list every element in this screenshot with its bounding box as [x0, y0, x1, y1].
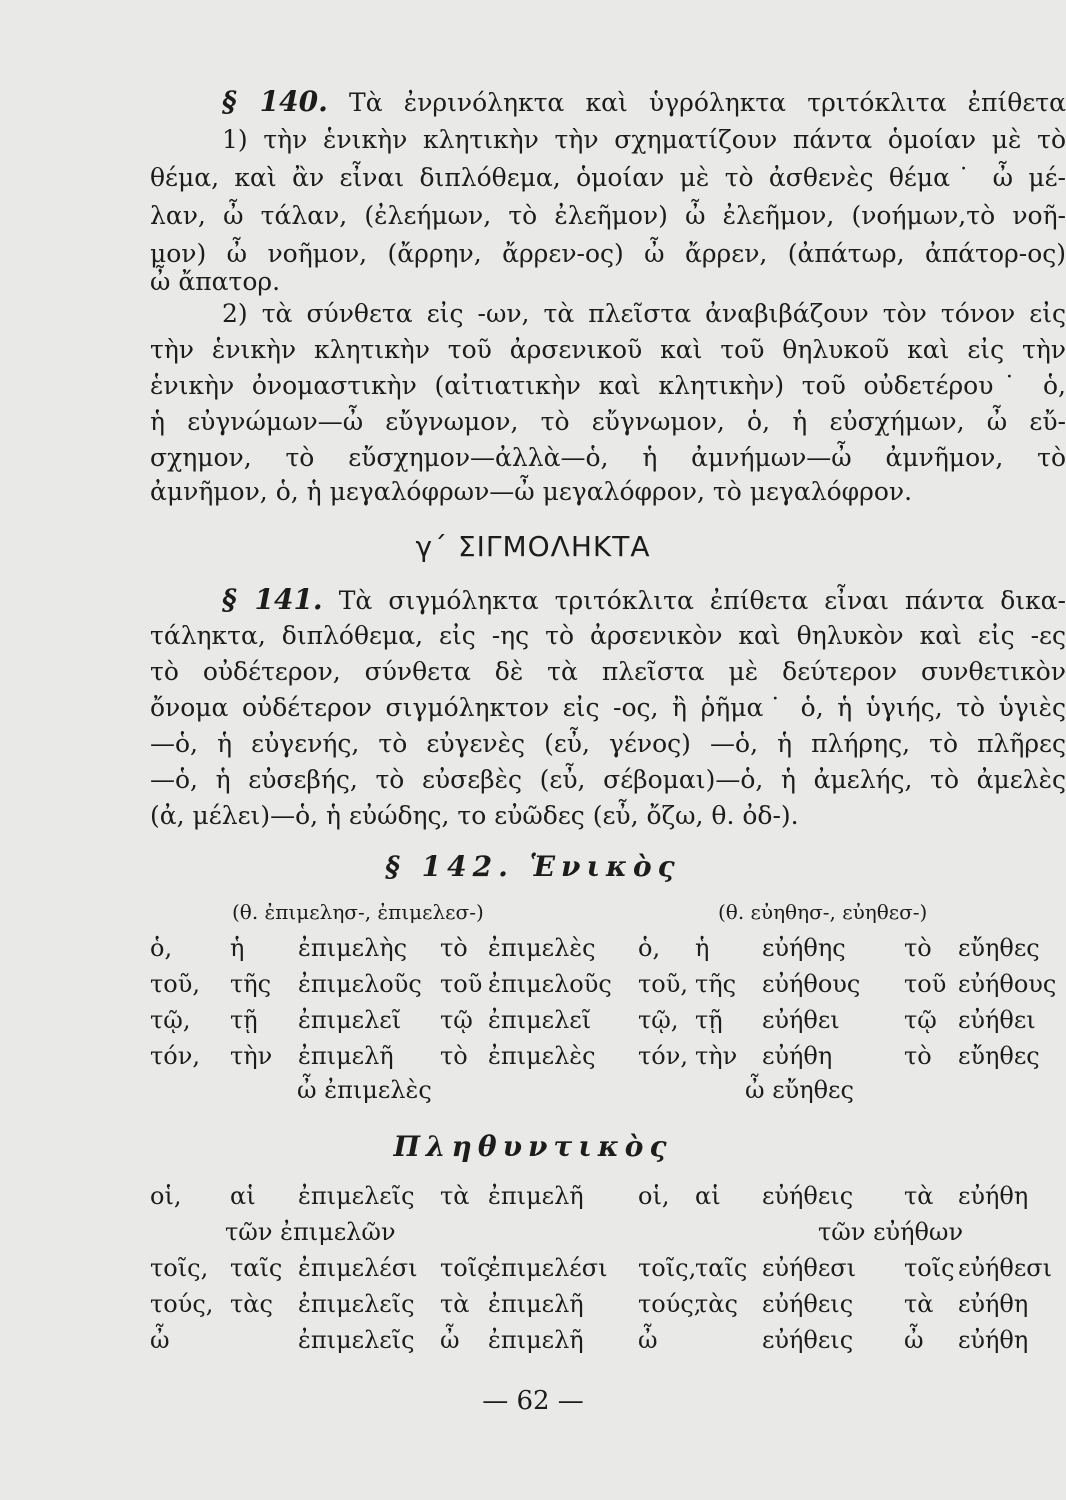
sec140-line-1 — [222, 84, 1066, 121]
table-cell: τὸ — [904, 934, 932, 962]
table-cell: εὔηθες — [958, 934, 1040, 962]
table-cell: τόν, — [150, 1042, 200, 1070]
sec140-line-7: 2) τὰ σύνθετα εἰς -ων, τὰ πλεῖστα ἀναβιβάζουν τὸν τόνον εἰς — [222, 299, 1066, 328]
table-row — [150, 1038, 1066, 1074]
table-cell: εὐήθει — [958, 1006, 1036, 1034]
vocative-right: ὦ εὔηθες — [745, 1076, 854, 1104]
table-cell: ταῖς — [695, 1254, 748, 1282]
table-cell: εὐήθεις — [762, 1182, 854, 1210]
table-cell: τοῦ, — [638, 970, 688, 998]
stem-left: (θ. ἐπιμελησ-, ἐπιμελεσ-) — [232, 900, 484, 924]
sec141-text: Τὰ σιγμόληκτα τριτόκλιτα ἐπίθετα εἶναι πάντα δικα- — [338, 586, 1066, 615]
sec140-line-10: ἡ εὐγνώμων—ὦ εὔγνωμον, τὸ εὔγνωμον, ὁ, ἡ εὐσχήμων, ὦ εὔ- — [150, 407, 1066, 436]
table-cell: τῶν εὐήθων — [818, 1218, 964, 1246]
table-cell: ταῖς — [230, 1254, 283, 1282]
table-cell: ἐπιμελοῦς — [298, 970, 422, 998]
table-cell: εὐήθη — [762, 1042, 833, 1070]
table-cell: τούς, — [638, 1290, 702, 1318]
sec142-number: § 142. — [385, 850, 514, 883]
table-cell: τῷ, — [638, 1006, 679, 1034]
sec140-line-3: θέμα, καὶ ἂν εἶναι διπλόθεμα, ὁμοίαν μὲ τὸ ἀσθενὲς θέμα˙ ὦ μέ- — [150, 163, 1066, 192]
table-cell: τὰ — [904, 1290, 934, 1318]
table-cell: τῆς — [230, 970, 272, 998]
table-cell: τούς, — [150, 1290, 214, 1318]
singular-title: Ἑνικὸς — [529, 850, 681, 883]
table-row — [150, 1322, 1066, 1358]
table-row — [150, 1286, 1066, 1322]
table-cell: εὔηθες — [958, 1042, 1040, 1070]
table-cell: τοῖς, — [150, 1254, 209, 1282]
sec141-line-2: τάληκτα, διπλόθεμα, εἰς -ης τὸ ἀρσενικὸν καὶ θηλυκὸν καὶ εἰς -ες — [150, 621, 1066, 650]
table-row — [150, 1214, 1066, 1250]
table-cell: εὐήθης — [762, 934, 846, 962]
sec141-line-7: (ἀ, μέλει)—ὁ, ἡ εὐώδης, το εὐῶδες (εὖ, ὄζω, θ. ὀδ-). — [150, 801, 799, 830]
table-cell: ἐπιμελεῖς — [298, 1182, 415, 1210]
table-cell: ἐπιμελῆ — [298, 1042, 394, 1070]
table-cell: τῷ, — [150, 1006, 191, 1034]
table-cell: τοῖς — [904, 1254, 955, 1282]
table-cell: ἐπιμελὴς — [298, 934, 408, 962]
table-cell: τὰ — [440, 1290, 470, 1318]
table-cell: τὴν — [230, 1042, 273, 1070]
table-cell: εὐήθη — [958, 1326, 1029, 1354]
singular-vocative-row — [0, 1072, 1066, 1108]
table-cell: ἐπιμελέσι — [298, 1254, 418, 1282]
sec140-line-12: ἀμνῆμον, ὁ, ἡ μεγαλόφρων—ὦ μεγαλόφρον, τὸ μεγαλόφρον. — [150, 477, 913, 506]
table-cell: τὸ — [440, 1042, 468, 1070]
table-cell: ἐπιμελὲς — [488, 934, 596, 962]
table-cell: εὐήθεσι — [762, 1254, 857, 1282]
table-cell: εὐήθεις — [762, 1290, 854, 1318]
sec140-text: Τὰ ἐνρινόληκτα καὶ ὑγρόληκτα τριτόκλιτα ἐπίθετα — [349, 88, 1066, 117]
table-cell: ἡ — [230, 934, 245, 962]
sec140-line-2: 1) τὴν ἑνικὴν κλητικὴν τὴν σχηματίζουν πάντα ὁμοίαν μὲ τὸ — [222, 125, 1066, 154]
table-cell: εὐήθους — [958, 970, 1057, 998]
table-row — [150, 1002, 1066, 1038]
table-cell: ἐπιμελεῖς — [298, 1290, 415, 1318]
table-cell: τῷ — [904, 1006, 937, 1034]
sec141-number: § 141. — [222, 583, 323, 616]
table-cell: ἡ — [695, 934, 710, 962]
sec140-number: § 140. — [222, 85, 328, 118]
table-cell: τὰ — [904, 1182, 934, 1210]
table-cell: οἱ, — [150, 1182, 182, 1210]
table-cell: εὐήθη — [958, 1290, 1029, 1318]
sec141-line-4: ὄνομα οὐδέτερον σιγμόληκτον εἰς -ος, ἢ ῥῆμα˙ ὁ, ἡ ὑγιής, τὸ ὑγιὲς — [150, 693, 1066, 722]
table-cell: αἱ — [695, 1182, 721, 1210]
table-cell: τὸ — [904, 1042, 932, 1070]
section-heading: γ΄ ΣΙΓΜΟΛΗΚΤΑ — [415, 530, 651, 563]
table-cell: τόν, — [638, 1042, 688, 1070]
table-cell: τὰ — [440, 1182, 470, 1210]
table-cell: τὰς — [695, 1290, 738, 1318]
table-cell: τῆς — [695, 970, 737, 998]
table-cell: ἐπιμελὲς — [488, 1042, 596, 1070]
table-cell: εὐήθη — [958, 1182, 1029, 1210]
table-cell: ἐπιμελεῖ — [488, 1006, 592, 1034]
sec140-line-6: ὦ ἄπατορ. — [150, 267, 281, 296]
table-cell: ἐπιμελῆ — [488, 1182, 584, 1210]
table-cell: ἐπιμελεῖς — [298, 1326, 415, 1354]
table-cell: ἐπιμελῆ — [488, 1326, 584, 1354]
sec140-line-11: σχημον, τὸ εὔσχημον—ἀλλὰ—ὁ, ἡ ἀμνήμων—ὦ ἀμνῆμον, τὸ — [150, 443, 1066, 472]
table-cell: τὴν — [695, 1042, 738, 1070]
table-cell: ὦ — [638, 1326, 658, 1354]
table-cell: τὸ — [440, 934, 468, 962]
table-cell: ἐπιμελοῦς — [488, 970, 612, 998]
table-cell: τὰς — [230, 1290, 273, 1318]
table-cell: ἐπιμελέσι — [488, 1254, 608, 1282]
table-cell: εὐήθει — [762, 1006, 840, 1034]
table-cell: ἐπιμελῆ — [488, 1290, 584, 1318]
table-cell: εὐήθεσι — [958, 1254, 1053, 1282]
sec142-title — [0, 850, 1066, 883]
sec140-line-8: τὴν ἑνικὴν κλητικὴν τοῦ ἀρσενικοῦ καὶ τοῦ θηλυκοῦ καὶ εἰς τὴν — [150, 335, 1066, 364]
sec141-line-6: —ὁ, ἡ εὐσεβής, τὸ εὐσεβὲς (εὖ, σέβομαι)—ὁ, ἡ ἀμελής, τὸ ἀμελὲς — [150, 765, 1066, 794]
table-cell: τοῦ, — [150, 970, 200, 998]
table-cell: ὦ — [440, 1326, 460, 1354]
table-cell: τῇ — [695, 1006, 723, 1034]
sec141-line-1 — [222, 582, 1066, 619]
stem-right: (θ. εὐηθησ-, εὐηθεσ-) — [718, 900, 928, 924]
table-row — [150, 1250, 1066, 1286]
table-cell: τοῖς, — [638, 1254, 697, 1282]
table-cell: εὐήθους — [762, 970, 861, 998]
plural-title: Πληθυντικὸς — [393, 1130, 673, 1163]
table-cell: τῷ — [440, 1006, 473, 1034]
sec140-line-5: μον) ὦ νοῆμον, (ἄρρην, ἄρρεν-ος) ὦ ἄρρεν, (ἀπάτωρ, ἀπάτορ-ος) — [150, 239, 1066, 268]
sec141-line-5: —ὁ, ἡ εὐγενής, τὸ εὐγενὲς (εὖ, γένος) —ὁ, ἡ πλήρης, τὸ πλῆρες — [150, 729, 1066, 758]
table-cell: τοῦ — [440, 970, 483, 998]
table-cell: ὁ, — [150, 934, 173, 962]
table-cell: οἱ, — [638, 1182, 670, 1210]
table-cell: τοῖς — [440, 1254, 491, 1282]
table-row — [150, 1178, 1066, 1214]
sec140-line-4: λαν, ὦ τάλαν, (ἐλεήμων, τὸ ἐλεῆμον) ὦ ἐλεῆμον, (νοήμων,τὸ νοῆ- — [150, 201, 1066, 230]
table-cell: εὐήθεις — [762, 1326, 854, 1354]
table-cell: ὦ — [904, 1326, 924, 1354]
vocative-left: ὦ ἐπιμελὲς — [297, 1076, 432, 1104]
table-cell: τοῦ — [904, 970, 947, 998]
page-number: — 62 — — [482, 1386, 584, 1416]
table-cell: τῇ — [230, 1006, 258, 1034]
table-cell: ὁ, — [638, 934, 661, 962]
sec141-line-3: τὸ οὐδέτερον, σύνθετα δὲ τὰ πλεῖστα μὲ δεύτερον συνθετικὸν — [150, 657, 1066, 686]
table-cell: ἐπιμελεῖ — [298, 1006, 402, 1034]
table-cell: τῶν ἐπιμελῶν — [225, 1218, 396, 1246]
table-row — [150, 930, 1066, 966]
table-row — [150, 966, 1066, 1002]
sec140-line-9: ἑνικὴν ὀνομαστικὴν (αἰτιατικὴν καὶ κλητικὴν) τοῦ οὐδετέρου˙ ὁ, — [150, 371, 1066, 400]
table-cell: ὦ — [150, 1326, 170, 1354]
table-cell: αἱ — [230, 1182, 256, 1210]
